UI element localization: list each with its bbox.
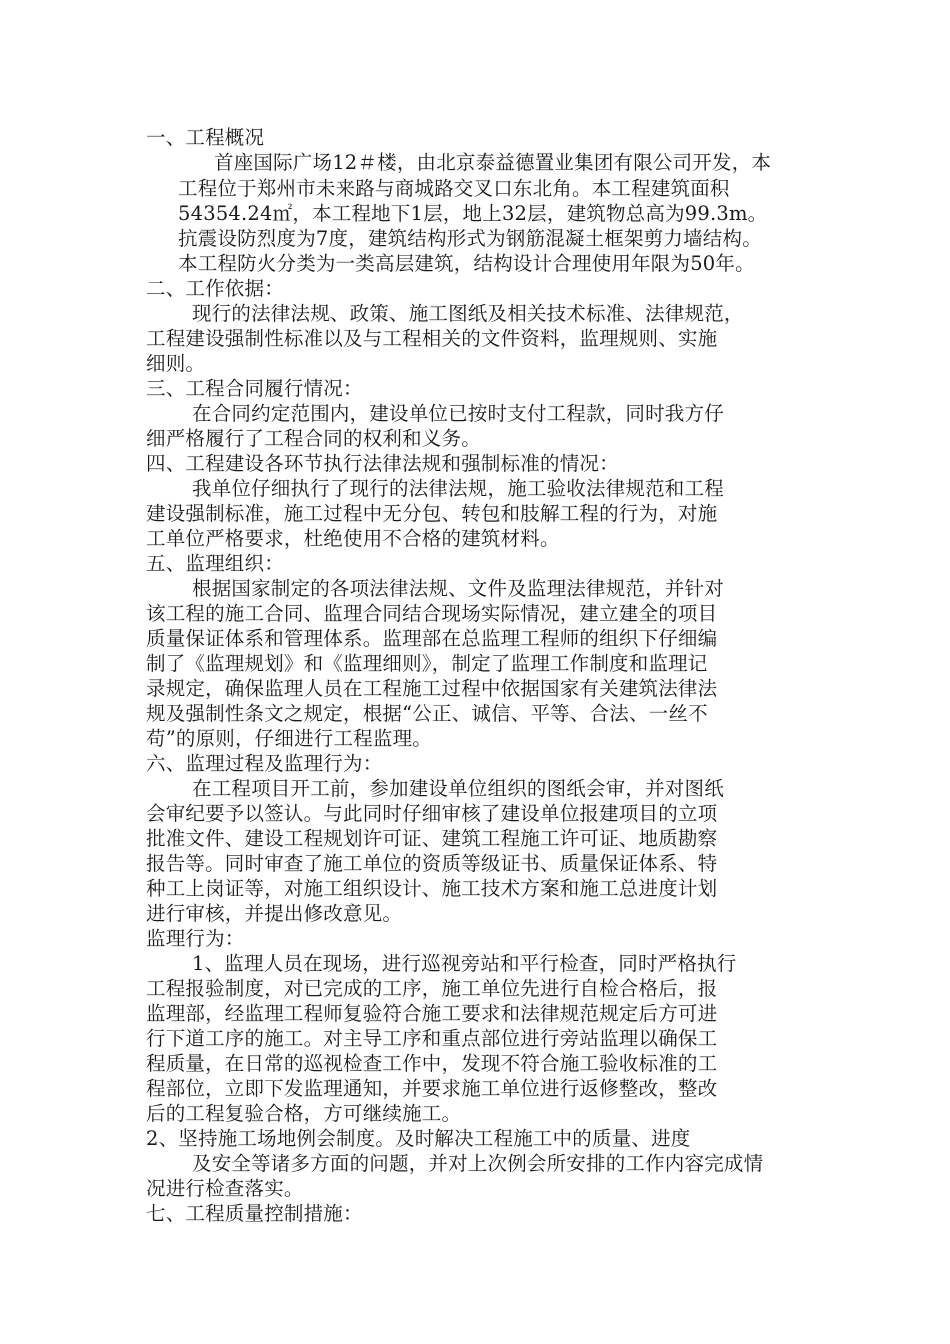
section-heading-basis: 二、工作依据： — [146, 277, 284, 300]
paragraph-line: 质量保证体系和管理体系。监理部在总监理工程师的组织下仔细编 — [146, 627, 718, 650]
paragraph-line: 2、坚持施工场地例会制度。及时解决工程施工中的质量、进度 — [146, 1127, 691, 1150]
section-heading-compliance: 四、工程建设各环节执行法律法规和强制标准的情况： — [146, 452, 619, 475]
paragraph-line: 细则。 — [146, 352, 206, 375]
paragraph-line: 程部位，立即下发监理通知，并要求施工单位进行返修整改，整改 — [146, 1077, 718, 1100]
paragraph-line: 后的工程复验合格，方可继续施工。 — [146, 1102, 462, 1125]
paragraph-line: 种工上岗证等，对施工组织设计、施工技术方案和施工总进度计划 — [146, 877, 718, 900]
section-heading-process: 六、监理过程及监理行为： — [146, 752, 383, 775]
paragraph-line: 工程报验制度，对已完成的工序，施工单位先进行自检合格后，报 — [146, 977, 718, 1000]
paragraph-line: 本工程防火分类为一类高层建筑，结构设计合理使用年限为50年。 — [178, 252, 755, 275]
paragraph-line: 会审纪要予以签认。与此同时仔细审核了建设单位报建项目的立项 — [146, 802, 718, 825]
section-heading-overview: 一、工程概况 — [146, 126, 265, 149]
paragraph-line: 工单位严格要求，杜绝使用不合格的建筑材料。 — [146, 527, 560, 550]
paragraph-line: 监理部，经监理工程师复验符合施工要求和法律规范规定后方可进 — [146, 1002, 718, 1025]
paragraph-line: 况进行检查落实。 — [146, 1177, 304, 1200]
paragraph-line: 录规定，确保监理人员在工程施工过程中依据国家有关建筑法律法 — [146, 677, 718, 700]
paragraph-line: 行下道工序的施工。对主导工序和重点部位进行旁站监理以确保工 — [146, 1027, 718, 1050]
paragraph-line: 54354.24㎡，本工程地下1层，地上32层，建筑物总高为99.3m。 — [178, 202, 768, 225]
paragraph-line: 及安全等诸多方面的问题，并对上次例会所安排的工作内容完成情 — [192, 1152, 764, 1175]
paragraph-line: 根据国家制定的各项法律法规、文件及监理法律规范，并针对 — [192, 577, 724, 600]
subheading-supervision-actions: 监理行为： — [146, 927, 245, 950]
paragraph-line: 1、监理人员在现场，进行巡视旁站和平行检查，同时严格执行 — [192, 952, 737, 975]
paragraph-line: 在合同约定范围内，建设单位已按时支付工程款，同时我方仔 — [192, 402, 724, 425]
paragraph-line: 规及强制性条文之规定，根据“公正、诚信、平等、合法、一丝不 — [146, 702, 708, 725]
paragraph-line: 工程位于郑州市未来路与商城路交叉口东北角。本工程建筑面积 — [178, 177, 730, 200]
paragraph-line: 首座国际广场12＃楼，由北京泰益德置业集团有限公司开发，本 — [214, 151, 772, 174]
paragraph-line: 抗震设防烈度为7度，建筑结构形式为钢筋混凝土框架剪力墙结构。 — [178, 227, 762, 250]
paragraph-line: 建设强制标准，施工过程中无分包、转包和肢解工程的行为，对施 — [146, 502, 718, 525]
paragraph-line: 制了《监理规划》和《监理细则》，制定了监理工作制度和监理记 — [146, 652, 708, 675]
paragraph-line: 在工程项目开工前，参加建设单位组织的图纸会审，并对图纸 — [192, 777, 724, 800]
paragraph-line: 工程建设强制性标准以及与工程相关的文件资料，监理规则、实施 — [146, 327, 718, 350]
paragraph-line: 报告等。同时审查了施工单位的资质等级证书、质量保证体系、特 — [146, 852, 718, 875]
section-heading-contract: 三、工程合同履行情况： — [146, 377, 363, 400]
paragraph-line: 进行审核，并提出修改意见。 — [146, 902, 403, 925]
paragraph-line: 七、工程质量控制措施： — [146, 1202, 363, 1225]
section-heading-organization: 五、监理组织： — [146, 552, 284, 575]
paragraph-line: 批准文件、建设工程规划许可证、建筑工程施工许可证、地质勘察 — [146, 827, 718, 850]
paragraph-line: 细严格履行了工程合同的权利和义务。 — [146, 427, 481, 450]
paragraph-line: 苟”的原则，仔细进行工程监理。 — [146, 727, 432, 750]
paragraph-line: 该工程的施工合同、监理合同结合现场实际情况，建立建全的项目 — [146, 602, 718, 625]
paragraph-line: 程质量，在日常的巡视检查工作中，发现不符合施工验收标准的工 — [146, 1052, 718, 1075]
paragraph-line: 我单位仔细执行了现行的法律法规，施工验收法律规范和工程 — [192, 477, 724, 500]
paragraph-line: 现行的法律法规、政策、施工图纸及相关技术标准、法律规范， — [192, 302, 744, 325]
